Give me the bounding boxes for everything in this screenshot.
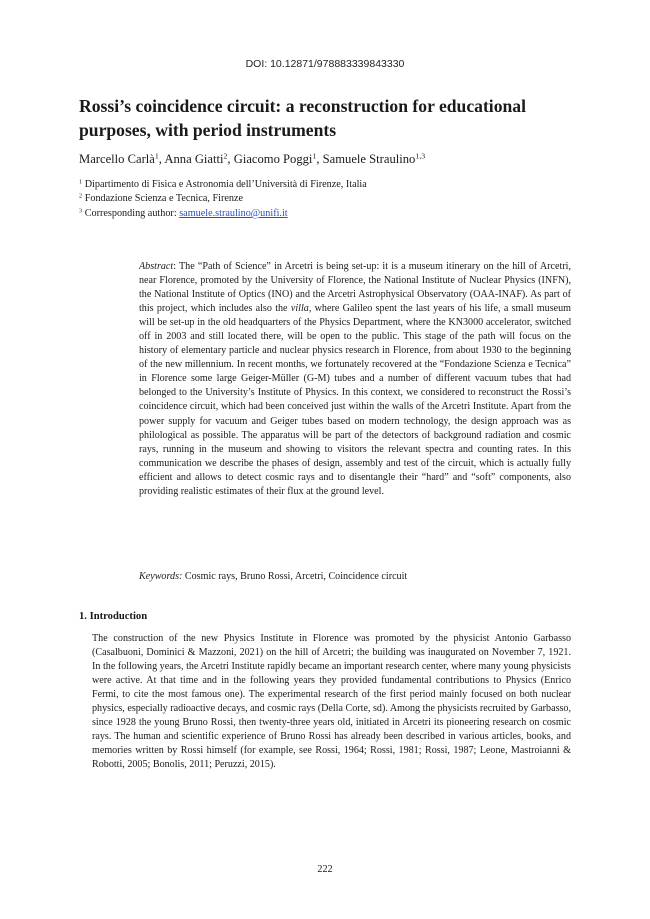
keywords-label: Keywords: xyxy=(139,571,183,582)
affiliation-mark: 3 xyxy=(79,207,83,215)
author-name: Marcello Carlà xyxy=(79,152,155,166)
author-affiliation-mark: 1,3 xyxy=(415,151,426,161)
abstract-text: : The “Path of Science” in Arcetri is being set-up: it is a museum itinerary on the hill of Arcetri, near Florence, promoted by the University of Florence, the National Institute of Nuclear Physics (INFN), the National Institute of Optics (INO) and the Arcetri Astrophysical Observatory (OAA-INAF). As part of this project, which includes also the xyxy=(139,261,571,315)
author-affiliation-mark: 1 xyxy=(154,151,159,161)
paper-title: Rossi’s coincidence circuit: a reconstruction for educational purposes, with period instruments xyxy=(79,96,526,140)
keywords-text: Cosmic rays, Bruno Rossi, Arcetri, Coincidence circuit xyxy=(184,571,408,582)
author-affiliation-mark: 2 xyxy=(223,151,228,161)
affiliation-mark: 2 xyxy=(79,192,83,200)
affiliation-item xyxy=(79,178,579,192)
affiliation-list xyxy=(79,178,579,221)
corresponding-email-link[interactable]: samuele.straulino@unifi.it xyxy=(179,207,288,219)
author-name: Samuele Straulino xyxy=(322,152,416,166)
abstract-italic-word: villa xyxy=(290,303,309,315)
keywords xyxy=(139,571,571,582)
author-name: Giacomo Poggi xyxy=(233,152,313,166)
author-affiliation-mark: 1 xyxy=(312,151,317,161)
corresponding-author xyxy=(79,207,579,221)
section-heading: 1. Introduction xyxy=(79,611,148,622)
page-number: 222 xyxy=(317,864,333,875)
corresponding-label: Corresponding author: xyxy=(84,207,177,219)
affiliation-mark: 1 xyxy=(79,178,83,186)
affiliation-item xyxy=(79,192,579,206)
doi-header: DOI: 10.12871/978883339843330 xyxy=(245,58,405,70)
abstract-text: , where Galileo spent the last years of his life, a small museum will be set-up in the old headquarters of the Physics Department, where the KN3000 accelerator, switched off in 2003 and still located there, will be open to the public. This stage of the path will focus on the history of elementary particle and nuclear physics research in Florence, from about 1930 to the beginning of the new millennium. In recent months, we fortunately recovered at the “Fondazione Scienza e Tecnica” in Florence some large Geiger-Müller (G-M) tubes and a number of different vacuum tubes that had belonged to the University’s Institute of Physics. In this context, we considered to reconstruct the Rossi’s coincidence circuit, which had been conceived just within the walls of the Arcetri Institute. Apart from the power supply for vacuum and Geiger tubes based on modern technology, the design approach was as philological as possible. The apparatus will be part of the detectors of background radiation and cosmic rays, running in the museum and showing to visitors the relevant spectra and counting rates. In this communication we describe the phases of design, assembly and test of the circuit, which is actually fully efficient and allows to detect cosmic rays and to disentangle their “hard” and “soft” components, also providing realistic estimates of their flux at the ground level. xyxy=(139,303,572,497)
abstract xyxy=(139,260,571,499)
affiliation-text: Fondazione Scienza e Tecnica, Firenze xyxy=(84,193,244,205)
section-body-text: The construction of the new Physics Institute in Florence was promoted by the physicist Antonio Garbasso (Casalbuoni, Dominici & Mazzoni, 2021) on the hill of Arcetri; the building was inaugurated on November 7, 1921. In the following years, the Arcetri Institute rapidly became an important research center, where many young physicists were active. At that time and in the following years they provided fundamental contributions to Physics (Enrico Fermi, to cite the most famous one). The experimental research of the first period mainly focused on both nuclear physics, especially radioactive decays, and cosmic rays (Della Corte, sd). Among the physicists recruited by Garbasso, since 1928 the young Bruno Rossi, then twenty-three years old, initiated in Arcetri its pioneering research on cosmic rays. The human and scientific experience of Bruno Rossi has already been described in various articles, books, and memories written by Rossi himself (for example, see Rossi, 1964; Rossi, 1981; Rossi, 1987; Leone, Mastroianni & Robotti, 2005; Bonolis, 2011; Peruzzi, 2015). xyxy=(92,633,571,770)
abstract-label: Abstract xyxy=(139,261,174,272)
author-list: Marcello Carlà$^1$, Anna Giatti$^2$, Giacomo Poggi$^1$, Samuele Straulino$^{1,3}$ xyxy=(79,151,426,166)
affiliation-text: Dipartimento di Fisica e Astronomia dell’Università di Firenze, Italia xyxy=(84,179,367,190)
author-name: Anna Giatti xyxy=(164,152,224,166)
